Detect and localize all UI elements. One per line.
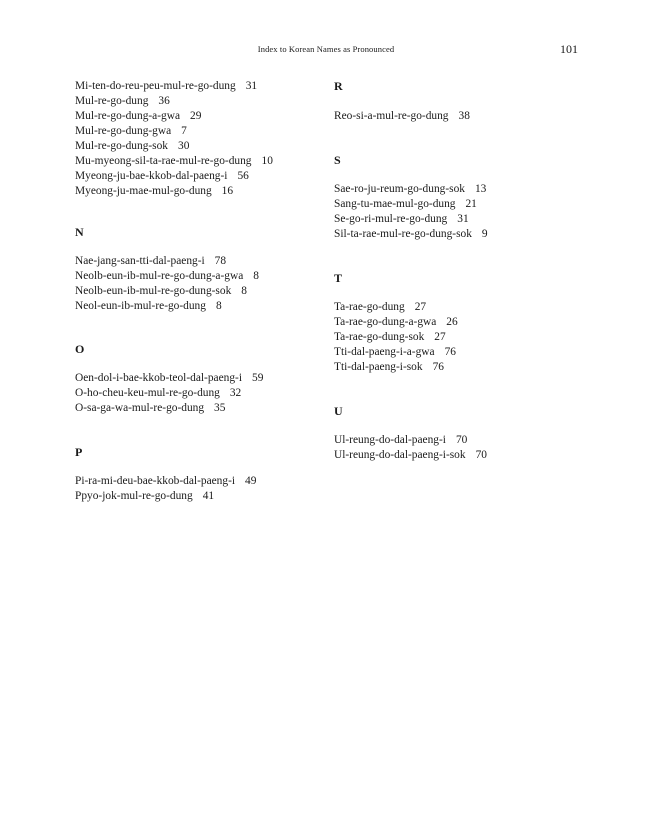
index-entry (75, 474, 325, 489)
entry-name: Ta-rae-go-dung-sok (334, 331, 425, 343)
section-letter: U (334, 404, 343, 418)
entry-page: 35 (214, 402, 226, 414)
entry-page: 56 (237, 170, 249, 182)
index-entry (334, 182, 594, 197)
entry-page: 31 (245, 80, 258, 92)
entry-page: 38 (458, 110, 470, 122)
index-section-p (75, 445, 325, 504)
entry-name: Mul-re-go-dung (75, 95, 149, 107)
entry-page: 78 (214, 255, 227, 267)
index-entry (75, 184, 325, 199)
index-entry (334, 300, 594, 315)
entry-name: Sil-ta-rae-mul-re-go-dung-sok (334, 228, 472, 240)
entry-name: Ul-reung-do-dal-paeng-i (334, 434, 446, 446)
entry-page: 8 (253, 270, 259, 282)
entry-page: 76 (432, 361, 444, 373)
entry-page: 70 (475, 449, 487, 461)
index-entry (75, 284, 325, 299)
index-entry (334, 345, 594, 360)
entry-page: 8 (241, 285, 247, 297)
entry-page: 10 (261, 155, 273, 167)
index-column-right (334, 79, 594, 463)
entry-page: 59 (252, 372, 264, 384)
entry-page: 13 (474, 183, 487, 195)
entry-page: 29 (190, 110, 202, 122)
entry-name: Myeong-ju-mae-mul-go-dung (75, 185, 212, 197)
entry-name: Reo-si-a-mul-re-go-dung (334, 110, 449, 122)
index-section-t (334, 271, 594, 375)
index-entry (334, 330, 594, 345)
index-entry (75, 94, 325, 109)
index-section-s (334, 153, 594, 242)
index-entry (75, 109, 325, 124)
section-letter: R (334, 79, 343, 93)
entry-name: Se-go-ri-mul-re-go-dung (334, 213, 448, 225)
entry-name: Oen-dol-i-bae-kkob-teol-dal-paeng-i (75, 372, 242, 384)
index-section-r (334, 79, 594, 124)
index-entry (75, 299, 325, 314)
entry-page: 9 (481, 228, 488, 240)
entry-page: 21 (465, 198, 477, 210)
entry-name: Ta-rae-go-dung (334, 301, 405, 313)
entry-name: O-ho-cheu-keu-mul-re-go-dung (75, 387, 220, 399)
index-column-left (75, 79, 325, 504)
running-header-title: Index to Korean Names as Pronounced (257, 44, 395, 54)
entry-page: 32 (229, 387, 242, 399)
entry-page: 8 (215, 300, 222, 312)
index-section-o (75, 342, 325, 416)
index-entry (334, 197, 594, 212)
entry-name: Sae-ro-ju-reum-go-dung-sok (334, 183, 465, 195)
index-entry (75, 269, 325, 284)
entry-name: Myeong-ju-bae-kkob-dal-paeng-i (75, 170, 228, 182)
entry-name: Neolb-eun-ib-mul-re-go-dung-a-gwa (75, 270, 244, 282)
entry-name: Tti-dal-paeng-i-a-gwa (334, 346, 435, 358)
entry-page: 7 (181, 125, 187, 137)
entry-name: Pi-ra-mi-deu-bae-kkob-dal-paeng-i (75, 475, 236, 487)
entry-name: Mi-ten-do-reu-peu-mul-re-go-dung (75, 80, 236, 92)
section-letter: O (75, 342, 85, 356)
section-letter: N (75, 225, 84, 239)
page-number: 101 (560, 42, 578, 56)
entry-page: 31 (457, 213, 469, 225)
index-section-n (75, 225, 325, 314)
entry-name: Tti-dal-paeng-i-sok (334, 361, 423, 373)
entry-page: 16 (221, 185, 234, 197)
entry-name: Ppyo-jok-mul-re-go-dung (75, 490, 193, 502)
entry-page: 30 (178, 140, 190, 152)
index-entry (334, 360, 594, 375)
index-group-m (75, 79, 325, 199)
section-letter: P (75, 445, 83, 459)
index-entry (334, 448, 594, 463)
entry-page: 27 (434, 331, 446, 343)
index-entry (334, 227, 594, 242)
entry-name: Neol-eun-ib-mul-re-go-dung (75, 300, 206, 312)
entry-name: Sang-tu-mae-mul-go-dung (334, 198, 456, 210)
entry-page: 27 (414, 301, 427, 313)
entry-name: Mul-re-go-dung-gwa (75, 125, 172, 137)
entry-name: Mu-myeong-sil-ta-rae-mul-re-go-dung (75, 155, 252, 167)
index-entry (75, 124, 325, 139)
entry-name: Neolb-eun-ib-mul-re-go-dung-sok (75, 285, 232, 297)
index-entry (75, 154, 325, 169)
entry-page: 70 (455, 434, 468, 446)
index-entry (334, 109, 594, 124)
index-entry (334, 212, 594, 227)
index-entry (75, 401, 325, 416)
entry-name: Mul-re-go-dung-sok (75, 140, 169, 152)
entry-name: Ta-rae-go-dung-a-gwa (334, 316, 437, 328)
entry-page: 41 (202, 490, 215, 502)
index-entry (75, 169, 325, 184)
entry-name: Nae-jang-san-tti-dal-paeng-i (75, 255, 205, 267)
entry-name: Ul-reung-do-dal-paeng-i-sok (334, 449, 466, 461)
index-entry (334, 315, 594, 330)
entry-page: 76 (444, 346, 456, 358)
section-letter: T (334, 271, 343, 285)
index-entry (75, 139, 325, 154)
entry-name: O-sa-ga-wa-mul-re-go-dung (75, 402, 205, 414)
index-entry (75, 371, 325, 386)
index-entry (334, 433, 594, 448)
entry-page: 49 (245, 475, 257, 487)
index-entry (75, 386, 325, 401)
index-entry (75, 79, 325, 94)
section-letter: S (334, 153, 341, 167)
index-entry (75, 254, 325, 269)
entry-name: Mul-re-go-dung-a-gwa (75, 110, 181, 122)
entry-page: 26 (446, 316, 458, 328)
index-section-u (334, 404, 594, 463)
entry-page: 36 (158, 95, 170, 107)
index-entry (75, 489, 325, 504)
